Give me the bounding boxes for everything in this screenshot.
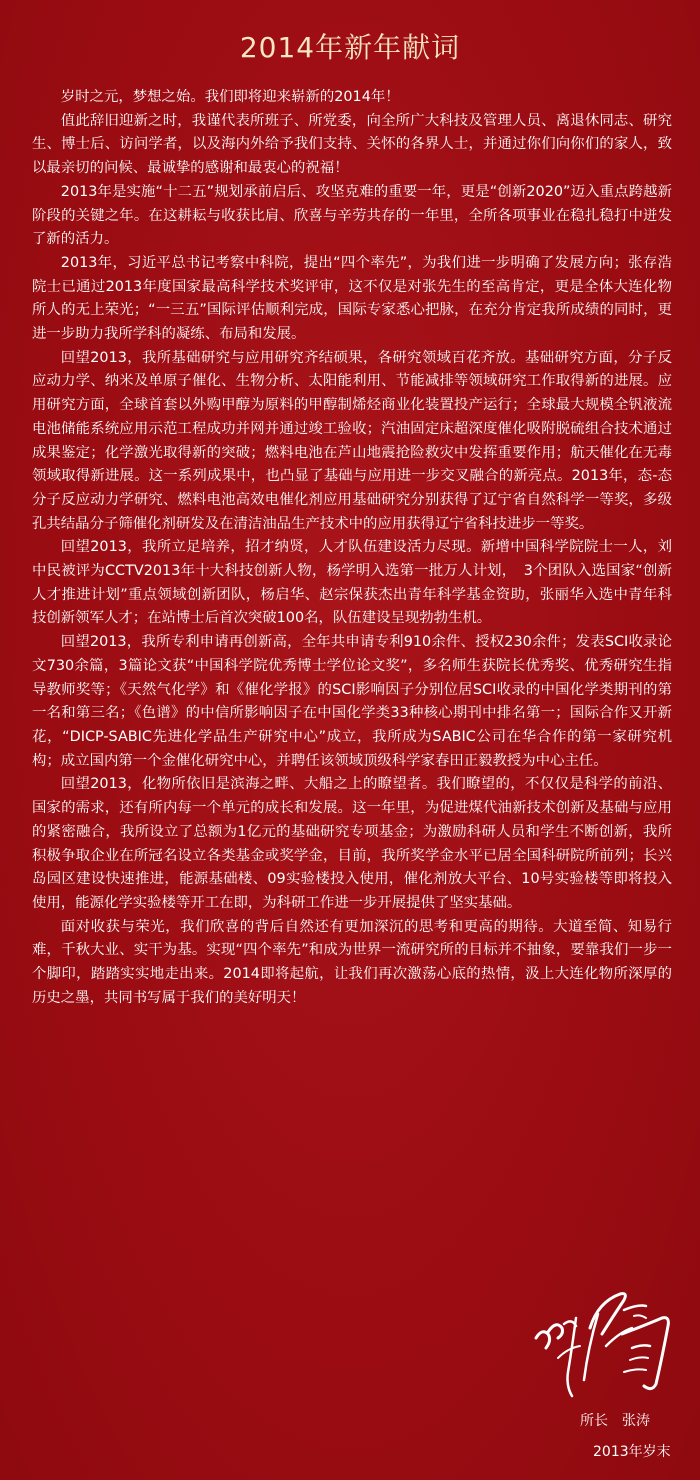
letter-body (32, 86, 672, 1010)
signer-name: 所长 张涛 (580, 1413, 650, 1429)
paragraph-7: 回望2013，我所专利申请再创新高，全年共申请专利910余件、授权230余件；发表SCI收录论文730余篇，3篇论文获“中国科学院优秀博士学位论文奖”，多名师生获院长优秀奖、优秀研究生指导教师奖等；《天然气化学》和《催化学报》的SCI影响因子分别位居SCI收录的中国化学类期刊的第一名和第三名；《色谱》的中信所影响因子在中国化学类33种核心期刊中排名第一；国际合作又开新花，“DICP-SABIC先进化学品生产研究中心”成立，我所成为SABIC公司在华合作的第一家研究机构；成立国内第一个金催化研究中心，并聘任该领域顶级科学家春田正毅教授为中心主任。 (32, 634, 672, 769)
paragraph-5: 回望2013，我所基础研究与应用研究齐结硕果，各研究领域百花齐放。基础研究方面，分子反应动力学、纳米及单原子催化、生物分析、太阳能利用、节能减排等领域研究工作取得新的进展。应用研究方面，全球首套以外购甲醇为原料的甲醇制烯烃商业化装置投产运行；全球最大规模全钒液流电池储能系统应用示范工程成功并网并通过竣工验收；汽油固定床超深度催化吸附脱硫组合技术通过成果鉴定；化学激光取得新的突破；燃料电池在芦山地震抢险救灾中发挥重要作用；航天催化在无毒领域取得新进展。这一系列成果中，也凸显了基础与应用进一步交叉融合的新亮点。2013年，态-态分子反应动力学研究、燃料电池高效电催化剂应用基础研究分别获得了辽宁省自然科学一等奖，多级孔共结晶分子筛催化剂研发及在清洁油品生产技术中的应用获得辽宁省科技进步一等奖。 (32, 349, 672, 532)
handwritten-signature (528, 1288, 678, 1406)
paragraph-2: 值此辞旧迎新之时，我谨代表所班子、所党委，向全所广大科技及管理人员、离退休同志、研究生、博士后、访问学者，以及海内外给予我们支持、关怀的各界人士，并通过你们向你们的家人，致以最亲切的问候、最诚挚的感谢和最衷心的祝福！ (32, 112, 672, 177)
signature-date: 2013年岁末 (593, 1444, 671, 1460)
paragraph-8: 回望2013，化物所依旧是滨海之畔、大船之上的瞭望者。我们瞭望的，不仅仅是科学的前沿、国家的需求，还有所内每一个单元的成长和发展。这一年里，为促进煤代油新技术创新及基础与应用的紧密融合，我所设立了总额为1亿元的基础研究专项基金；为激励科研人员和学生不断创新，我所积极争取企业在所冠名设立各类基金或奖学金，目前，我所奖学金水平已居全国科研院所前列；长兴岛园区建设快速推进，能源基础楼、09实验楼投入使用，催化剂放大平台、10号实验楼等即将投入使用，能源化学实验楼等开工在即，为科研工作进一步开展提供了坚实基础。 (32, 776, 672, 911)
paragraph-6: 回望2013，我所立足培养，招才纳贤，人才队伍建设活力尽现。新增中国科学院院士一人，刘中民被评为CCTV2013年十大科技创新人物，杨学明入选第一批万人计划， 3个团队入选国家“创新人才推进计划”重点领域创新团队，杨启华、赵宗保获杰出青年科学基金资助，张丽华入选中青年科技创新领军人才；在站博士后首次突破100名，队伍建设呈现勃勃生机。 (32, 539, 672, 627)
paragraph-1: 岁时之元，梦想之始。我们即将迎来崭新的2014年！ (60, 89, 400, 105)
paragraph-4: 2013年，习近平总书记考察中科院，提出“四个率先”，为我们进一步明确了发展方向；张存浩院士已通过2013年度国家最高科学技术奖评审，这不仅是对张先生的至高肯定，更是全体大连化物所人的无上荣光；“一三五”国际评估顺利完成，国际专家悉心把脉，在充分肯定我所成绩的同时，更进一步助力我所学科的凝练、布局和发展。 (32, 254, 672, 343)
page-title: 2014年新年献词 (239, 31, 461, 64)
paragraph-9: 面对收获与荣光，我们欣喜的背后自然还有更加深沉的思考和更高的期待。大道至简、知易行难，千秋大业、实干为基。实现“四个率先”和成为世界一流研究所的目标并不抽象，要靠我们一步一个脚印，踏踏实实地走出来。2014即将起航，让我们再次激荡心底的热情，汲上大连化物所深厚的历史之墨，共同书写属于我们的美好明天！ (32, 918, 672, 1006)
paragraph-3: 2013年是实施“十二五”规划承前启后、攻坚克难的重要一年，更是“创新2020”迈入重点跨越新阶段的关键之年。在这耕耘与收获比肩、欣喜与辛劳共存的一年里，全所各项事业在稳扎稳打中迸发了新的活力。 (32, 183, 672, 248)
